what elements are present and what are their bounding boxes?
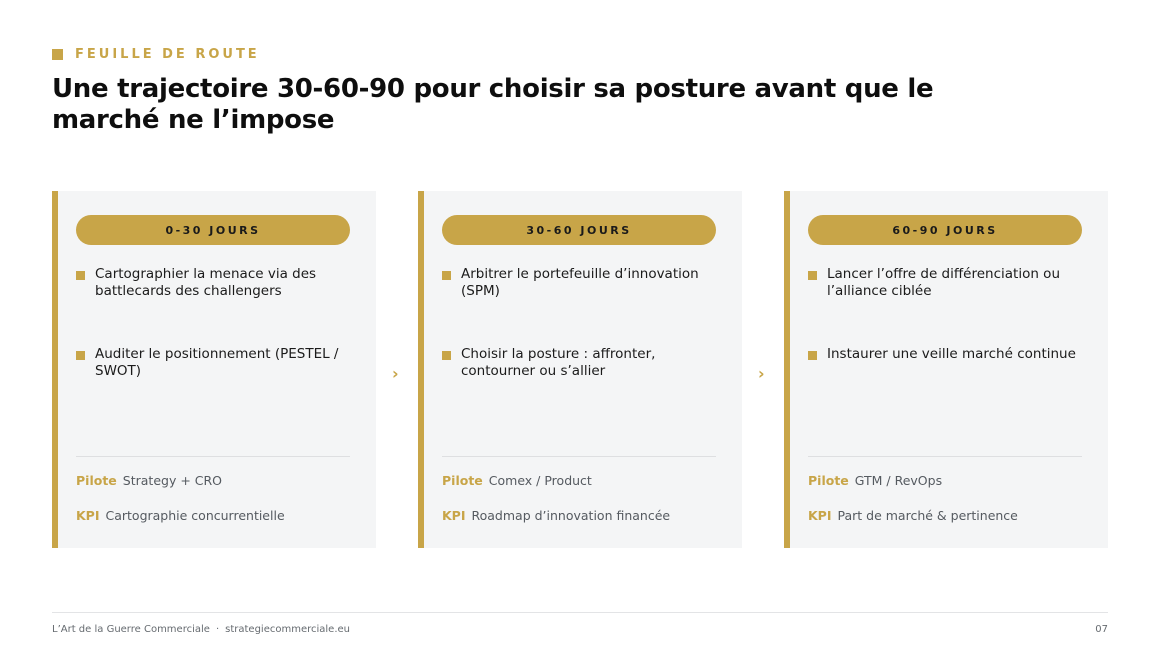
bullet-square-icon xyxy=(76,351,85,360)
list-item xyxy=(442,266,722,300)
card-divider xyxy=(808,456,1082,457)
kpi-label: KPI xyxy=(76,508,100,523)
footer-site: strategiecommerciale.eu xyxy=(225,624,350,635)
pilot-value: Strategy + CRO xyxy=(122,473,223,488)
kpi-label: KPI xyxy=(808,508,832,523)
kpi-line xyxy=(76,508,285,523)
pilot-line xyxy=(808,473,942,488)
pilot-label: Pilote xyxy=(808,473,849,488)
footer-credits xyxy=(52,624,350,635)
pilot-label: Pilote xyxy=(76,473,117,488)
list-item-text: Choisir la posture : affronter, contourner ou s’allier xyxy=(461,346,656,379)
kpi-value: Roadmap d’innovation financée xyxy=(471,508,671,523)
section-eyebrow xyxy=(52,47,260,62)
page-number: 07 xyxy=(1095,624,1108,635)
pilot-line xyxy=(442,473,592,488)
list-item xyxy=(442,346,722,380)
list-item-text: Lancer l’offre de différenciation ou l’alliance ciblée xyxy=(827,266,1060,299)
bullet-square-icon xyxy=(76,271,85,280)
card-accent-bar xyxy=(418,191,424,548)
chevron-right-icon: › xyxy=(758,364,765,383)
kpi-value: Part de marché & pertinence xyxy=(837,508,1018,523)
phase-card-30-60 xyxy=(418,191,742,548)
bullet-square-icon xyxy=(808,271,817,280)
bullet-square-icon xyxy=(808,351,817,360)
chevron-right-icon: › xyxy=(392,364,399,383)
list-item-text: Auditer le positionnement (PESTEL / SWOT) xyxy=(95,346,339,379)
phase-label: 0-30 JOURS xyxy=(76,215,350,245)
bullet-square-icon xyxy=(442,351,451,360)
card-accent-bar xyxy=(784,191,790,548)
kpi-label: KPI xyxy=(442,508,466,523)
footer-divider xyxy=(52,612,1108,613)
list-item xyxy=(76,266,356,300)
pilot-value: GTM / RevOps xyxy=(854,473,943,488)
phase-label: 60-90 JOURS xyxy=(808,215,1082,245)
pilot-label: Pilote xyxy=(442,473,483,488)
phase-card-60-90 xyxy=(784,191,1108,548)
kpi-line xyxy=(442,508,670,523)
pilot-value: Comex / Product xyxy=(488,473,592,488)
card-divider xyxy=(442,456,716,457)
list-item-text: Arbitrer le portefeuille d’innovation (SPM) xyxy=(461,266,699,299)
list-item xyxy=(808,346,1088,363)
list-item-text: Cartographier la menace via des battlecards des challengers xyxy=(95,266,317,299)
eyebrow-label: FEUILLE DE ROUTE xyxy=(75,47,260,62)
footer-brand: L’Art de la Guerre Commerciale xyxy=(52,624,210,635)
kpi-value: Cartographie concurrentielle xyxy=(105,508,285,523)
phase-label: 30-60 JOURS xyxy=(442,215,716,245)
page-title: Une trajectoire 30-60-90 pour choisir sa posture avant que le marché ne l’impose xyxy=(52,74,934,135)
list-item xyxy=(76,346,356,380)
list-item xyxy=(808,266,1088,300)
eyebrow-square-icon xyxy=(52,49,63,60)
pilot-line xyxy=(76,473,222,488)
card-accent-bar xyxy=(52,191,58,548)
phase-card-0-30 xyxy=(52,191,376,548)
kpi-line xyxy=(808,508,1018,523)
list-item-text: Instaurer une veille marché continue xyxy=(827,346,1076,362)
card-divider xyxy=(76,456,350,457)
footer-separator: · xyxy=(215,624,220,635)
bullet-square-icon xyxy=(442,271,451,280)
